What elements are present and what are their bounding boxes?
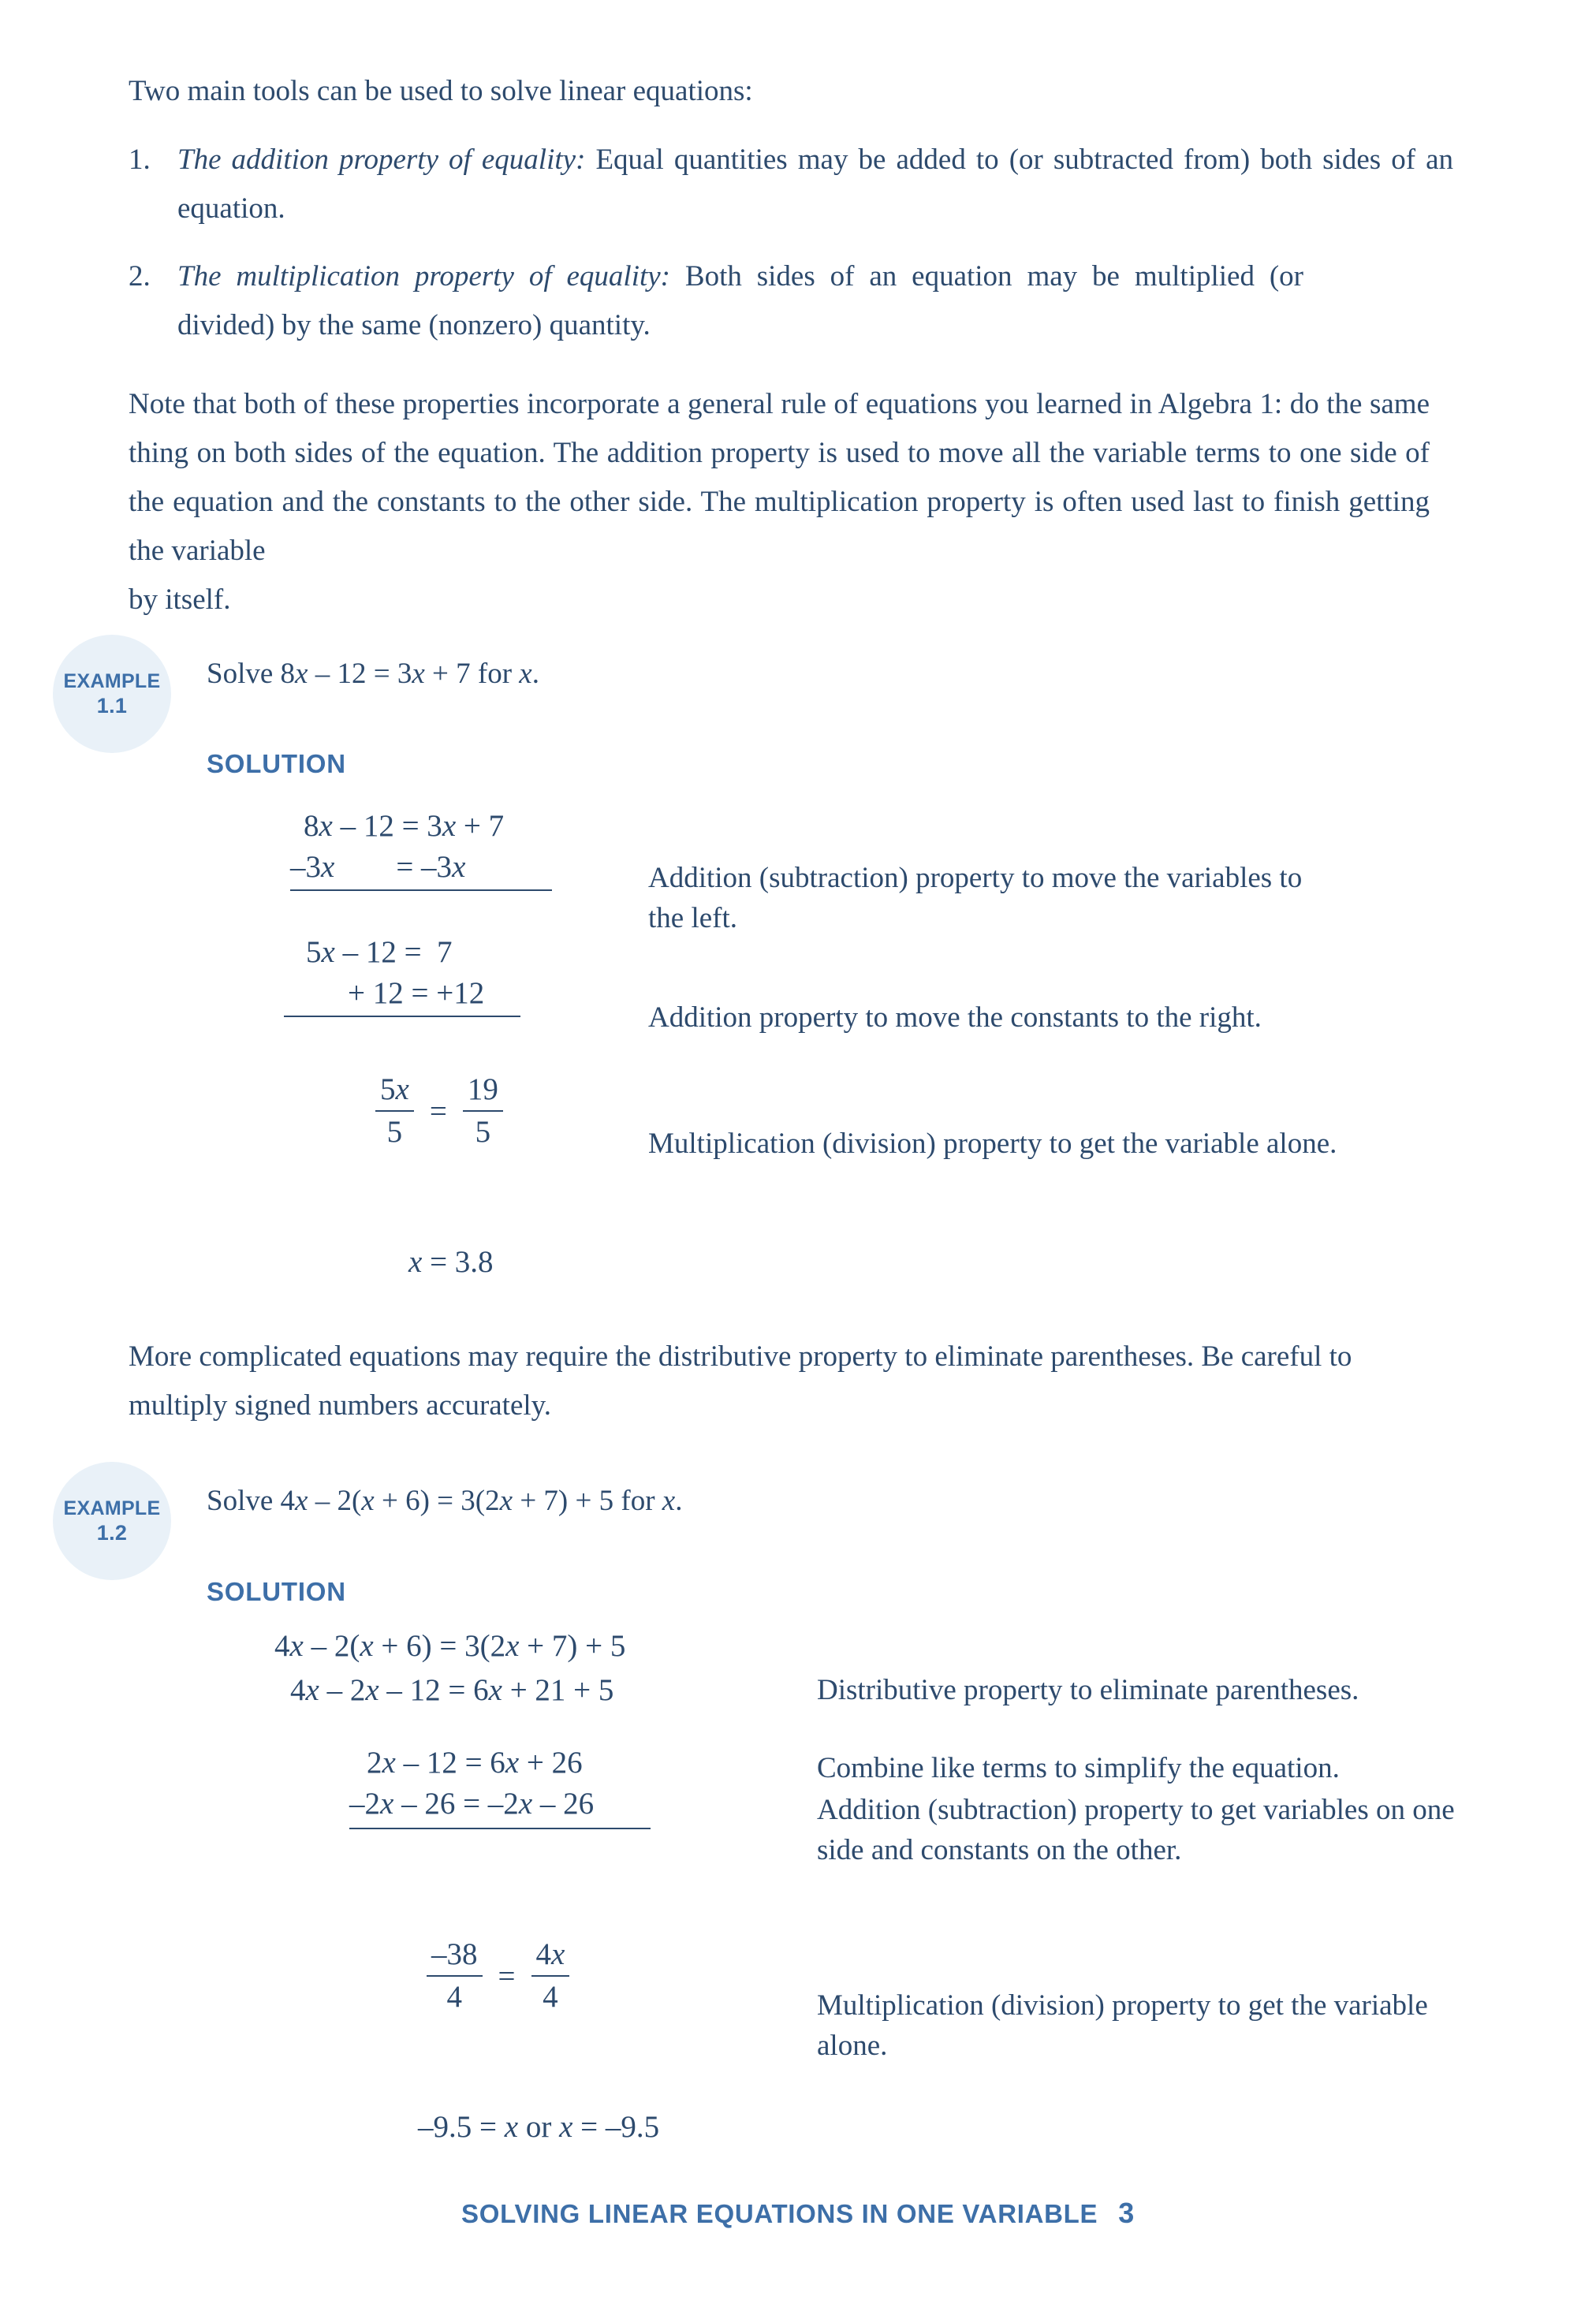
solution-label-1: SOLUTION [207,749,346,778]
eq-2-explanation-1: Distributive property to eliminate parentheses. [817,1674,1359,1706]
eq-1-line-4: + 12 = +12 [348,976,485,1010]
fraction-right [463,1071,503,1151]
example-2-title: Solve 4x – 2(x + 6) = 3(2x + 7) + 5 for x. [207,1485,683,1517]
fraction-right [531,1936,570,2016]
fraction-bar [427,1975,483,1977]
list-item [129,136,1477,233]
example-badge-word: EXAMPLE [63,1497,161,1519]
example-badge-word: EXAMPLE [63,669,161,692]
solution-label-2: SOLUTION [207,1577,346,1606]
list-marker: 2. [129,260,151,293]
eq-2-fraction-row [422,1936,574,2016]
eq-2-line-4: –2x – 26 = –2x – 26 [349,1787,595,1821]
footer-title: SOLVING LINEAR EQUATIONS IN ONE VARIABLE [461,2199,1098,2228]
property-description: Both sides of an equation may be multiplied (or divided) by the same (nonzero) quantity. [177,260,1303,341]
eq-1-explanation-3: Multiplication (division) property to get the variable alone. [648,1128,1337,1160]
example-badge-1 [46,628,178,760]
property-description: Equal quantities may be added to (or subtracted from) both sides of an equation. [177,144,1453,225]
fraction-bar [463,1110,503,1112]
eq-1-explanation-2: Addition property to move the constants to the right. [648,1001,1262,1034]
fraction-numerator: 19 [467,1072,498,1106]
fraction-numerator: 5x [380,1072,409,1106]
fraction-denominator: 5 [475,1115,491,1149]
eq-1-line-3: 5x – 12 = 7 [306,935,453,969]
example-badge-2 [46,1455,178,1587]
eq-1-rule-1 [290,889,552,891]
list-item-body [177,252,1477,350]
equals-sign: = [498,1959,516,1993]
eq-2-line-1: 4x – 2(x + 6) = 3(2x + 7) + 5 [274,1629,626,1663]
fraction-left [375,1071,414,1151]
fraction-denominator: 4 [543,1980,558,2014]
list-marker: 1. [129,144,151,176]
property-name: The multiplication property of equality: [177,260,670,293]
equals-sign: = [429,1094,447,1128]
fraction-numerator: 4x [535,1937,565,1971]
note-paragraph-text: Note that both of these properties incorporate a general rule of equations you learned in Algebra 1: do the same thing on both sides of the equation. The addition property is used to move all the variable terms to one side of the equation and the constants to the other side. The multiplication property is often used last to finish getting the variable [129,388,1430,567]
fraction-denominator: 5 [386,1115,403,1149]
eq-2-line-2: 4x – 2x – 12 = 6x + 21 + 5 [290,1673,614,1707]
list-item [129,252,1477,350]
example-badge-number: 1.1 [96,693,128,718]
eq-2-explanation-4: Multiplication (division) property to get the variable alone. [817,1989,1428,2062]
eq-1-line-1: 8x – 12 = 3x + 7 [304,809,505,843]
note-paragraph [129,380,1430,624]
eq-1-explanation-1: Addition (subtraction) property to move the variables to the left. [648,862,1303,934]
fraction-bar [531,1975,570,1977]
eq-1-line-2: –3x = –3x [290,850,466,884]
eq-1-fraction-row [371,1071,508,1151]
fraction-left [427,1936,483,2016]
example-badge-number: 1.2 [96,1520,128,1545]
example-1-title: Solve 8x – 12 = 3x + 7 for x. [207,658,539,690]
page-footer [0,2197,1596,2230]
fraction-bar [375,1110,414,1112]
eq-1-answer: x = 3.8 [408,1245,494,1279]
footer-page-number: 3 [1118,2197,1135,2229]
middle-paragraph: More complicated equations may require the distributive property to eliminate parentheses. Be careful to multiply signed numbers accurately. [129,1340,1352,1422]
eq-2-explanation-3: Addition (subtraction) property to get variables on one side and constants on the other. [817,1794,1455,1866]
list-item-body [177,136,1477,233]
note-paragraph-last-line: by itself. [129,583,231,616]
intro-paragraph: Two main tools can be used to solve linear equations: [129,75,753,107]
eq-2-line-3: 2x – 12 = 6x + 26 [367,1746,583,1780]
eq-1-rule-2 [284,1016,520,1017]
eq-2-explanation-2: Combine like terms to simplify the equation. [817,1752,1340,1784]
eq-2-rule-1 [349,1828,651,1829]
fraction-denominator: 4 [446,1980,462,2014]
property-name: The addition property of equality: [177,144,586,176]
properties-list [129,136,1477,369]
fraction-numerator: –38 [431,1937,478,1971]
eq-2-answer: –9.5 = x or x = –9.5 [418,2110,660,2144]
